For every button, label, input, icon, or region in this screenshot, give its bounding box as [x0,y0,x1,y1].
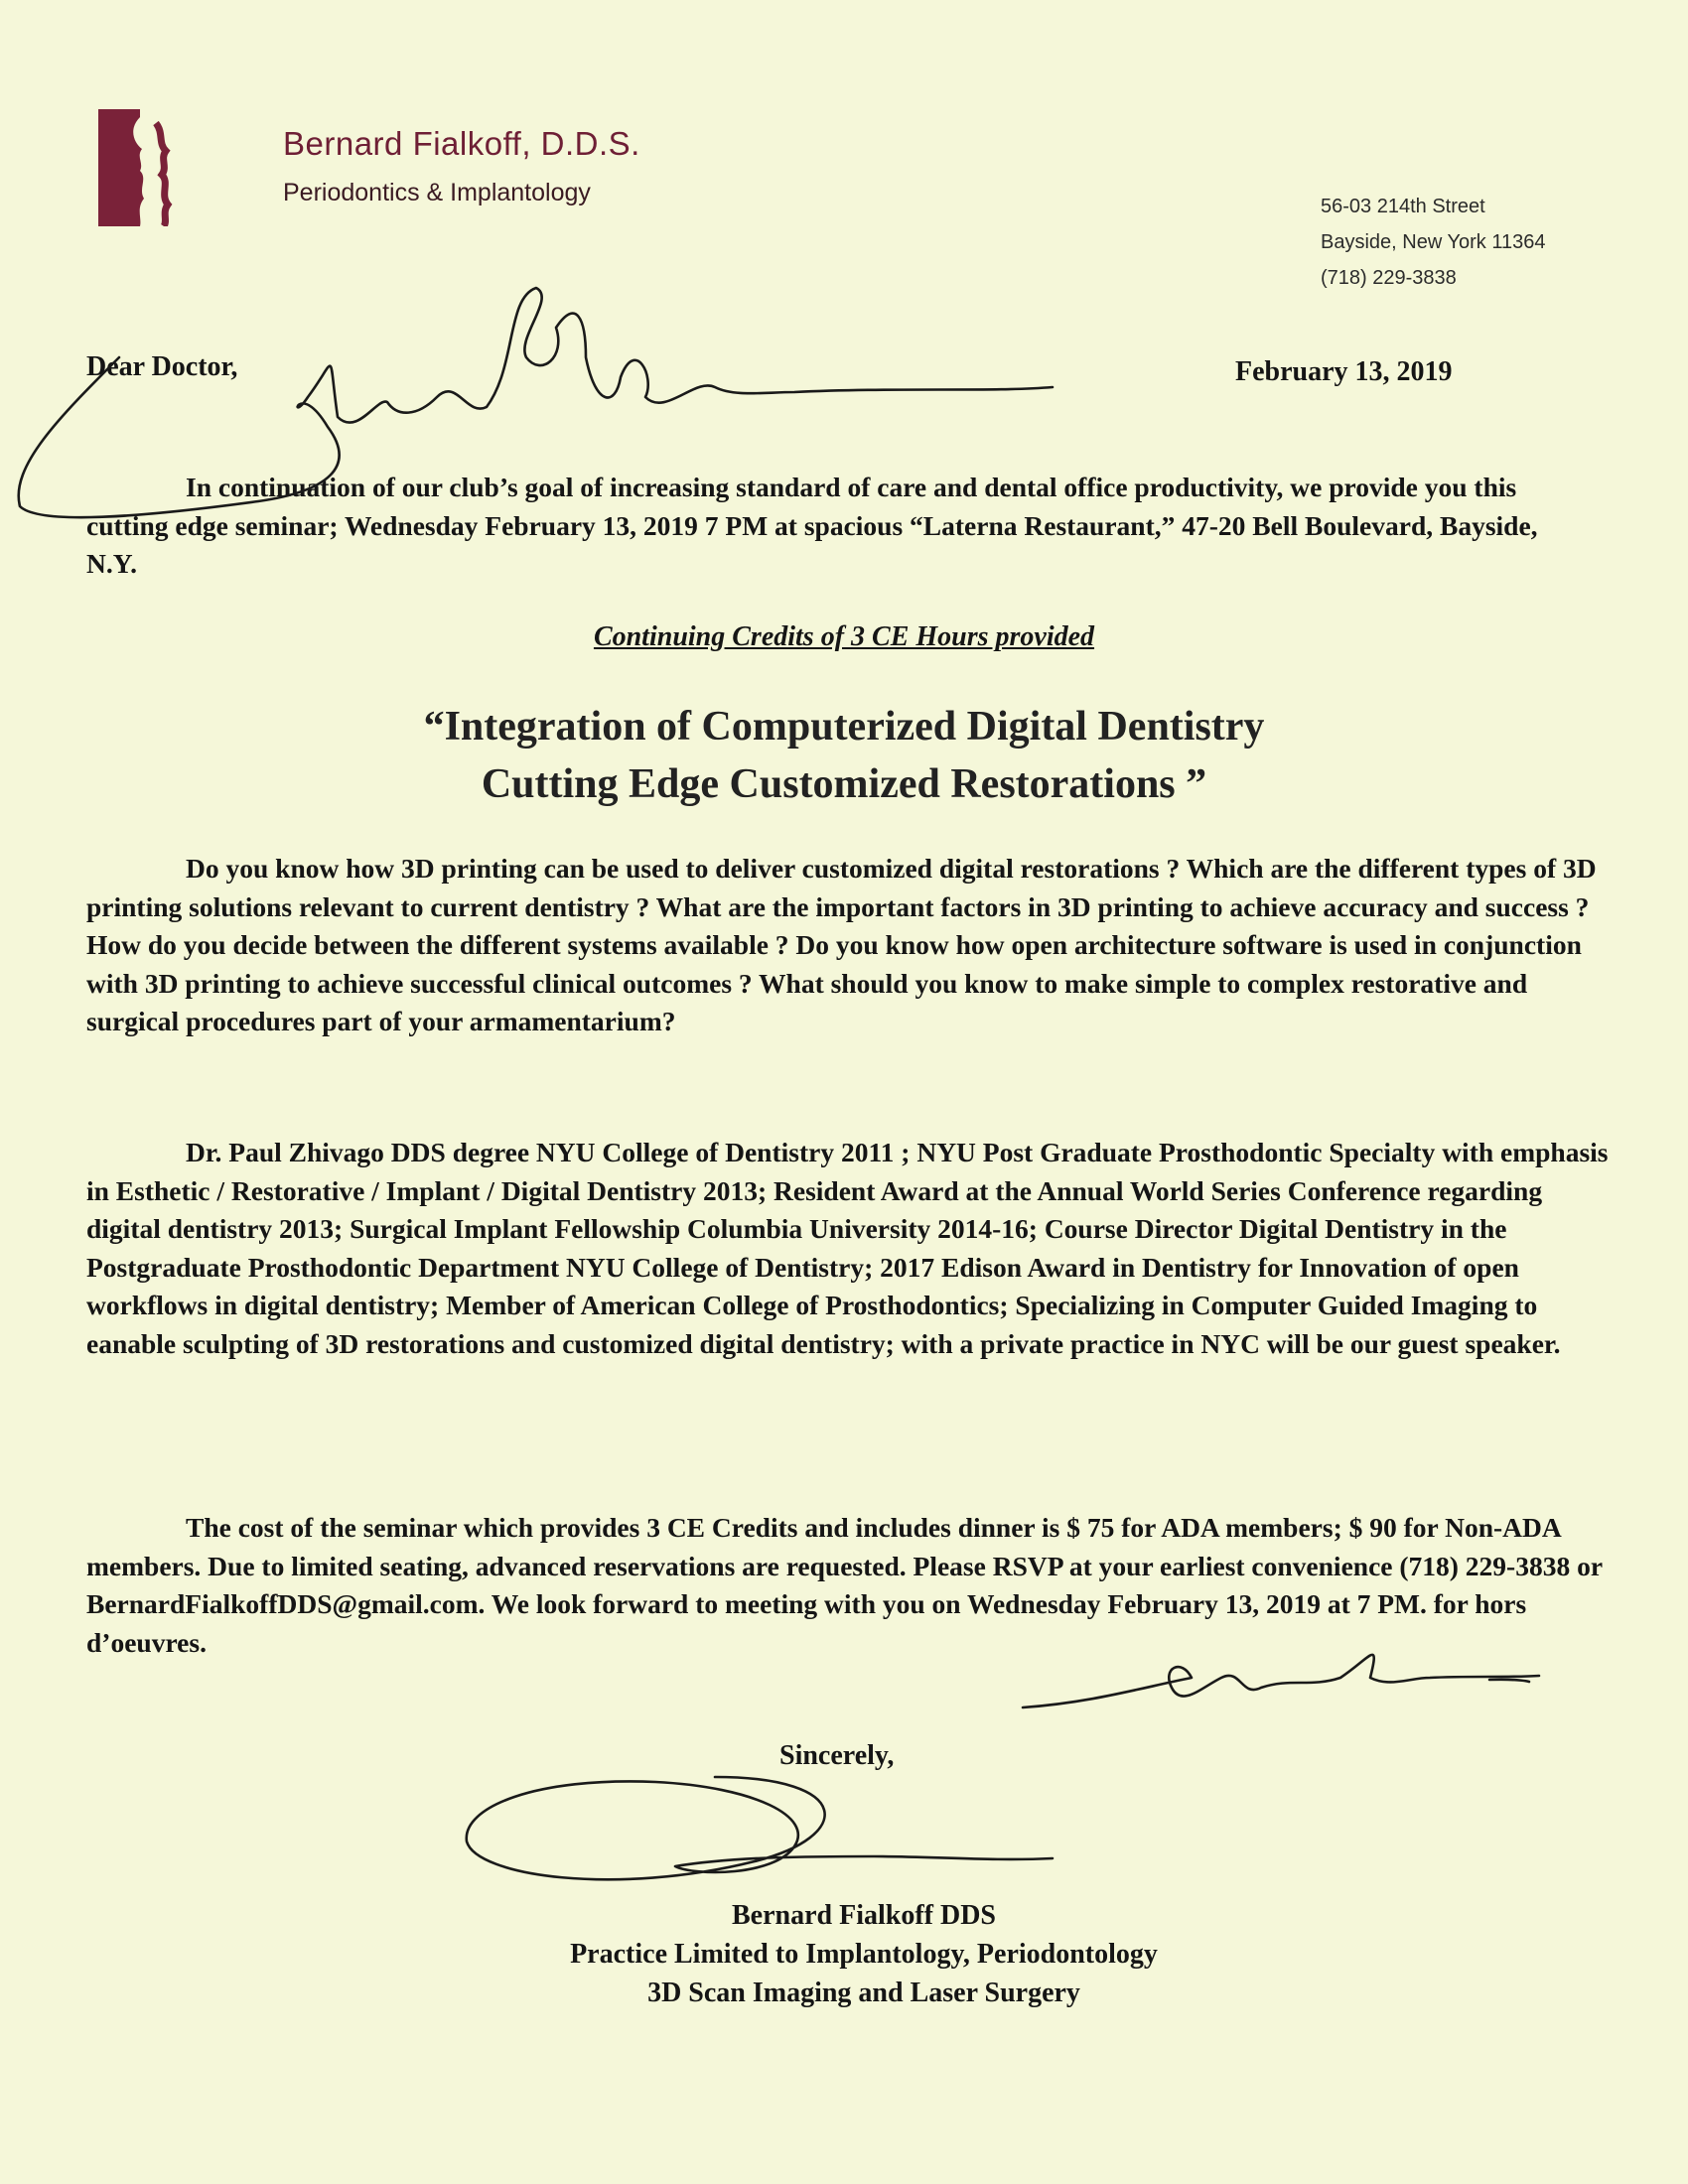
seminar-title-line-1: “Integration of Computerized Digital Dentistry [423,704,1265,750]
signature-handwriting [467,1777,1053,1879]
closing: Sincerely, [779,1740,895,1771]
initials-handwriting [1023,1655,1539,1707]
signer-title: Practice Limited to Implantology, Periodontology [570,1939,1158,1970]
practice-address [1321,189,1545,296]
address-street: 56-03 214th Street [1321,196,1485,217]
letter-date: February 13, 2019 [1235,356,1453,387]
address-phone: (718) 229-3838 [1321,267,1457,289]
practice-logo-icon [98,109,190,226]
credits-notice: Continuing Credits of 3 CE Hours provided [593,621,1095,652]
signature-block [457,1896,1271,2012]
seminar-title [0,698,1688,813]
signer-services: 3D Scan Imaging and Laser Surgery [647,1978,1080,2008]
practice-specialty: Periodontics & Implantology [283,179,591,206]
questions-paragraph: Do you know how 3D printing can be used to deliver customized digital restorations ? Which are the different types of 3D printing solutions relevant to current dentistry ? What are the important factors in 3D printing to achieve accuracy and success ? How do you decide between the different systems available ? Do you know how open architecture software is used in conjunction with 3D printing to achieve successful clinical outcomes ? What should you know to make simple to complex restorative and surgical procedures part of your armamentarium? [86,853,1597,1036]
practice-name: Bernard Fialkoff, D.D.S. [283,125,640,162]
salutation: Dear Doctor, [86,351,238,382]
cost-paragraph: The cost of the seminar which provides 3 CE Credits and includes dinner is $ 75 for ADA members; $ 90 for Non-ADA members. Due to limited seating, advanced reservations are requested. Please RSVP at your earliest convenience (718) 229-3838 or BernardFialkoffDDS@gmail.com. We look forward to meeting with you on Wednesday February 13, 2019 at 7 PM. for hors d’oeuvres. [86,1512,1603,1658]
seminar-title-line-2: Cutting Edge Customized Restorations ” [481,761,1207,807]
address-city: Bayside, New York 11364 [1321,231,1546,253]
signer-name: Bernard Fialkoff DDS [732,1900,996,1931]
intro-paragraph: In continuation of our club’s goal of increasing standard of care and dental office productivity, we provide you this cutting edge seminar; Wednesday February 13, 2019 7 PM at spacious “Laterna Restaurant,” 47-20 Bell Boulevard, Bayside, N.Y. [86,472,1538,579]
speaker-bio-paragraph: Dr. Paul Zhivago DDS degree NYU College of Dentistry 2011 ; NYU Post Graduate Prosthodontic Specialty with emphasis in Esthetic / Restorative / Implant / Digital Dentistry 2013; Resident Award at the Annual World Series Conference regarding digital dentistry 2013; Surgical Implant Fellowship Columbia University 2014-16; Course Director Digital Dentistry in the Postgraduate Prosthodontic Department NYU College of Dentistry; 2017 Edison Award in Dentistry for Innovation of open workflows in digital dentistry; Member of American College of Prosthodontics; Specializing in Computer Guided Imaging to eanable sculpting of 3D restorations and customized digital dentistry; with a private practice in NYC will be our guest speaker. [86,1137,1609,1359]
